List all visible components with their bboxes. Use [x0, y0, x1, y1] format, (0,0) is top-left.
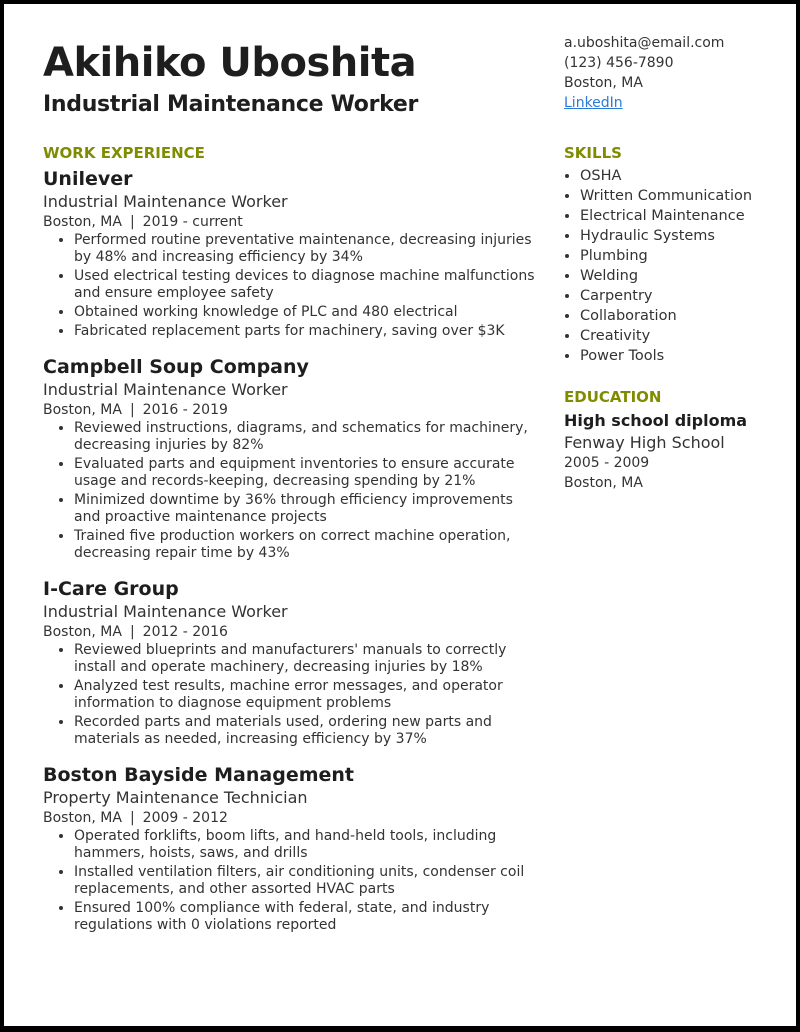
skill-item: • Electrical Maintenance	[580, 206, 789, 226]
job-title: Industrial Maintenance Worker	[43, 192, 288, 211]
job-entry	[43, 166, 543, 340]
job-bullet: • Performed routine preventative maintenance, decreasing injuries by 48% and increasing efficiency by 34%	[74, 232, 543, 266]
job-title: Property Maintenance Technician	[43, 788, 308, 807]
job-meta	[43, 212, 543, 232]
candidate-name: Akihiko Uboshita	[43, 40, 417, 86]
job-location: Boston, MA	[43, 402, 122, 418]
job-bullet: • Installed ventilation filters, air conditioning units, condenser coil replacements, and other assorted HVAC parts	[74, 864, 543, 898]
job-entry	[43, 576, 543, 748]
job-bullets	[43, 828, 543, 934]
education-degree: High school diploma	[564, 411, 748, 430]
job-bullet: • Analyzed test results, machine error messages, and operator information to diagnose equipment problems	[74, 678, 543, 712]
contact-block	[564, 33, 724, 113]
job-dates: 2019 - current	[142, 214, 243, 230]
skill-item: • Collaboration	[580, 306, 789, 326]
skill-item: • Carpentry	[580, 286, 789, 306]
candidate-role: Industrial Maintenance Worker	[43, 92, 419, 117]
contact-location: Boston, MA	[564, 75, 643, 91]
job-entry	[43, 354, 543, 562]
contact-email: a.uboshita@email.com	[564, 35, 725, 51]
job-meta	[43, 622, 543, 642]
contact-phone: (123) 456-7890	[564, 55, 674, 71]
job-separator: |	[129, 214, 135, 230]
skills-heading: SKILLS	[564, 144, 622, 162]
job-company: Boston Bayside Management	[43, 764, 355, 786]
job-meta	[43, 400, 543, 420]
job-dates: 2012 - 2016	[142, 624, 228, 640]
job-bullet: • Reviewed instructions, diagrams, and schematics for machinery, decreasing injuries by 82%	[74, 420, 543, 454]
skills-list	[564, 166, 789, 366]
job-bullet: • Minimized downtime by 36% through efficiency improvements and proactive maintenance projects	[74, 492, 543, 526]
job-bullets	[43, 642, 543, 748]
job-bullets	[43, 420, 543, 562]
skill-item: • Creativity	[580, 326, 789, 346]
skill-item: • Hydraulic Systems	[580, 226, 789, 246]
job-bullet: • Trained five production workers on correct machine operation, decreasing repair time by 43%	[74, 528, 543, 562]
job-bullet: • Fabricated replacement parts for machinery, saving over $3K	[74, 323, 543, 340]
job-bullet: • Operated forklifts, boom lifts, and hand-held tools, including hammers, hoists, saws, and drills	[74, 828, 543, 862]
job-separator: |	[129, 624, 135, 640]
job-dates: 2009 - 2012	[142, 810, 228, 826]
job-entry	[43, 762, 543, 934]
job-location: Boston, MA	[43, 624, 122, 640]
work-experience-column	[43, 144, 543, 948]
skill-item: • Plumbing	[580, 246, 789, 266]
job-bullet: • Recorded parts and materials used, ordering new parts and materials as needed, increasing efficiency by 37%	[74, 714, 543, 748]
skill-item: • Power Tools	[580, 346, 789, 366]
job-dates: 2016 - 2019	[142, 402, 228, 418]
resume-page	[4, 4, 796, 1026]
skill-item: • Written Communication	[580, 186, 789, 206]
job-bullets	[43, 232, 543, 340]
job-bullet: • Reviewed blueprints and manufacturers' manuals to correctly install and operate machinery, decreasing injuries by 18%	[74, 642, 543, 676]
job-bullet: • Used electrical testing devices to diagnose machine malfunctions and ensure employee safety	[74, 268, 543, 302]
education-heading: EDUCATION	[564, 388, 662, 406]
education-dates: 2005 - 2009	[564, 455, 650, 471]
job-bullet: • Obtained working knowledge of PLC and 480 electrical	[74, 304, 543, 321]
job-location: Boston, MA	[43, 810, 122, 826]
job-company: I-Care Group	[43, 578, 179, 600]
job-meta	[43, 808, 543, 828]
linkedin-link[interactable]: LinkedIn	[564, 95, 623, 111]
job-title: Industrial Maintenance Worker	[43, 602, 288, 621]
skill-item: • OSHA	[580, 166, 789, 186]
skill-item: • Welding	[580, 266, 789, 286]
job-bullet: • Ensured 100% compliance with federal, state, and industry regulations with 0 violations reported	[74, 900, 543, 934]
work-experience-heading: WORK EXPERIENCE	[43, 144, 205, 162]
job-title: Industrial Maintenance Worker	[43, 380, 288, 399]
job-separator: |	[129, 810, 135, 826]
job-bullet: • Evaluated parts and equipment inventories to ensure accurate usage and records-keeping, decreasing spending by 21%	[74, 456, 543, 490]
education-school: Fenway High School	[564, 433, 725, 452]
sidebar-column	[564, 144, 789, 493]
job-separator: |	[129, 402, 135, 418]
education-location: Boston, MA	[564, 475, 643, 491]
job-company: Unilever	[43, 168, 133, 190]
job-location: Boston, MA	[43, 214, 122, 230]
job-company: Campbell Soup Company	[43, 356, 309, 378]
